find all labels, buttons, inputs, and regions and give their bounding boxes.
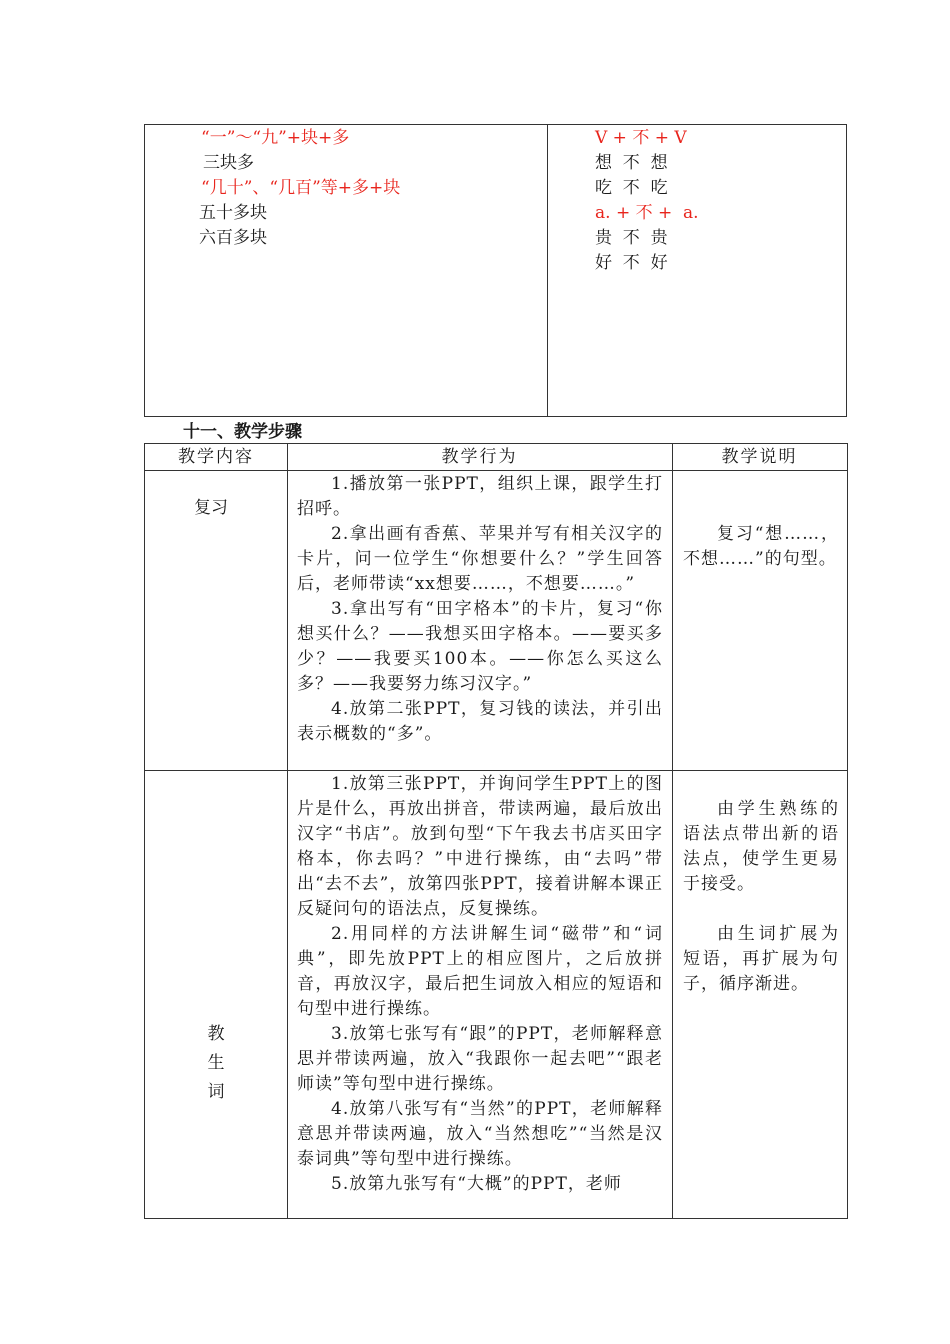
- pattern-line: a. + 不 + a.: [595, 203, 699, 223]
- pattern-line: V + 不 + V: [595, 128, 687, 148]
- example-line: 六百多块: [199, 228, 267, 248]
- spacer: [683, 897, 839, 922]
- note-text: 复习“想……，不想……”的句型。: [683, 524, 839, 569]
- example-line: 五十多块: [199, 203, 267, 223]
- row-content-review: 复习: [194, 498, 228, 518]
- row-divider: [145, 470, 847, 471]
- row-notes-review: [683, 522, 839, 572]
- action-step: 2.拿出画有香蕉、苹果并写有相关汉字的卡片，问一位学生“你想要什么？”学生回答后，老师带读“xx想要……，不想要……。”: [297, 524, 663, 594]
- pattern-line: “一”～“九”+块+多: [201, 128, 350, 148]
- teaching-steps-table: [144, 443, 848, 1219]
- column-divider: [287, 444, 288, 1218]
- action-step: 1.播放第一张PPT，组织上课，跟学生打招呼。: [297, 474, 663, 519]
- action-step: 1.放第三张PPT，并询问学生PPT上的图片是什么，再放出拼音，带读两遍，最后放出汉字“书店”。放到句型“下午我去书店买田字格本，你去吗？”中进行操练，由“去吗”带出“去不去”，放第四张PPT，接着讲解本课正反疑问句的语法点，反复操练。: [297, 774, 663, 919]
- action-step: 5.放第九张写有“大概”的PPT，老师: [331, 1174, 622, 1194]
- column-divider: [547, 125, 548, 416]
- row-notes-vocabulary: [683, 797, 839, 997]
- section-heading: 十一、教学步骤: [183, 422, 302, 442]
- row-actions-review: [297, 472, 663, 747]
- action-step: 4.放第八张写有“当然”的PPT，老师解释意思并带读两遍，放入“当然想吃”“当然是汉泰词典”等句型中进行操练。: [297, 1099, 663, 1169]
- example-line: 想 不 想: [595, 153, 668, 173]
- row-divider: [145, 770, 847, 771]
- action-step: 3.放第七张写有“跟”的PPT，老师解释意思并带读两遍，放入“我跟你一起去吧”“跟老师读”等句型中进行操练。: [297, 1024, 663, 1094]
- example-line: 吃 不 吃: [595, 178, 668, 198]
- header-notes: 教学说明: [721, 447, 798, 467]
- example-line: 好 不 好: [595, 253, 668, 273]
- pattern-line: “几十”、“几百”等+多+块: [201, 178, 401, 198]
- row-content-vocabulary: 教生词: [207, 1024, 225, 1102]
- row-actions-vocabulary: [297, 772, 663, 1197]
- note-text: 由学生熟练的语法点带出新的语法点，使学生更易于接受。: [683, 799, 839, 894]
- action-step: 3.拿出写有“田字格本”的卡片，复习“你想买什么？——我想买田字格本。——要买多少？——我要买100本。——你怎么买这么多？——我要努力练习汉字。”: [297, 599, 663, 694]
- example-line: 三块多: [203, 153, 254, 173]
- header-content: 教学内容: [178, 447, 254, 467]
- action-step: 2.用同样的方法讲解生词“磁带”和“词典”，即先放PPT上的相应图片，之后放拼音，再放汉字，最后把生词放入相应的短语和句型中进行操练。: [297, 924, 663, 1019]
- example-line: 贵 不 贵: [595, 228, 668, 248]
- header-action: 教学行为: [441, 447, 518, 467]
- note-text: 由生词扩展为短语，再扩展为句子，循序渐进。: [683, 924, 839, 994]
- column-divider: [672, 444, 673, 1218]
- word-pattern-table: [144, 124, 847, 417]
- action-step: 4.放第二张PPT，复习钱的读法，并引出表示概数的“多”。: [297, 699, 663, 744]
